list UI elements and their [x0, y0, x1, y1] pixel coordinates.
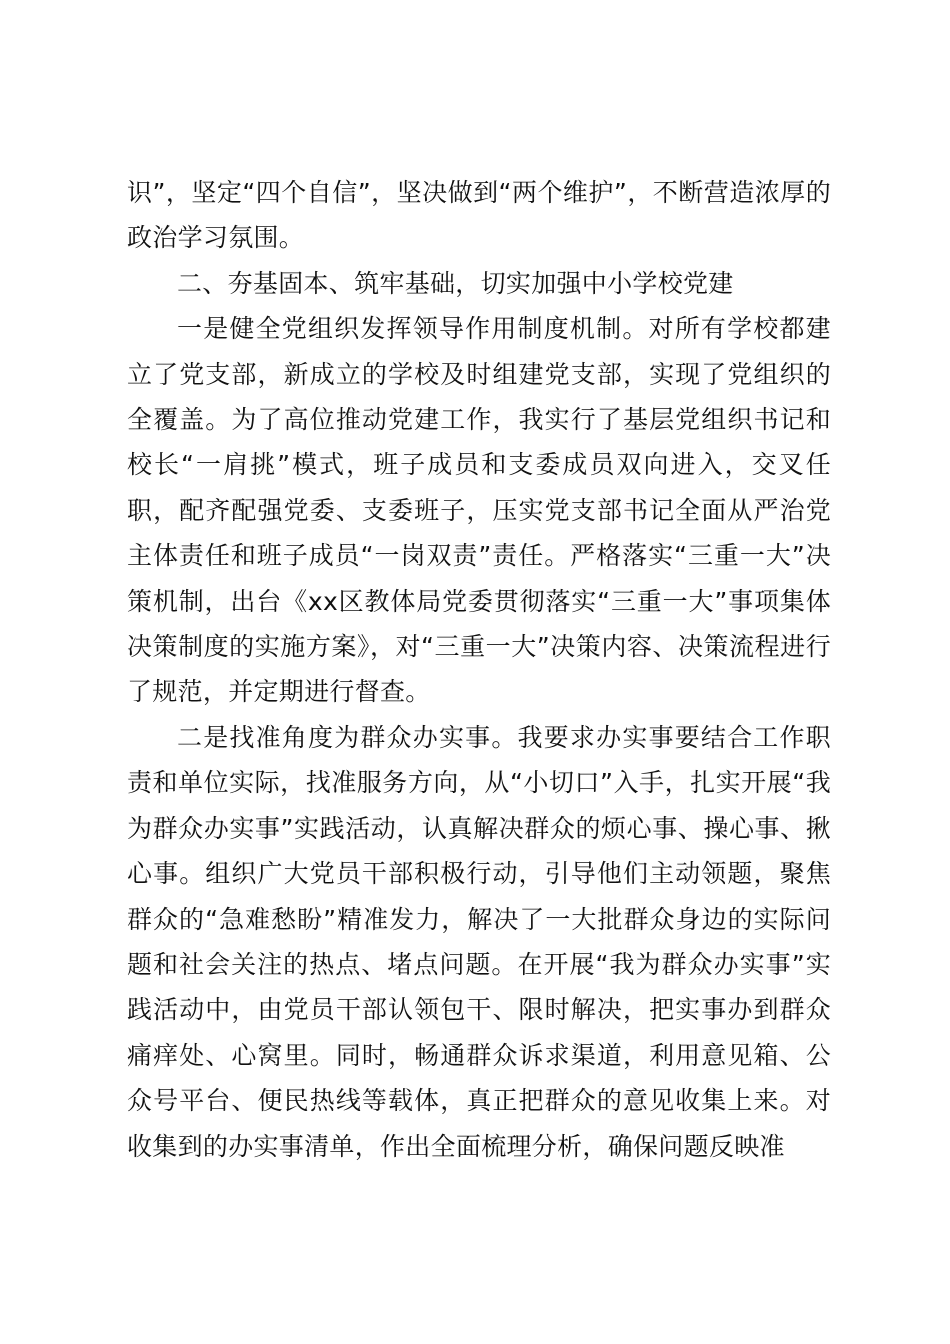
paragraph-serve-public: 二是找准角度为群众办实事。我要求办实事要结合工作职责和单位实际，找准服务方向，从“小切口”入手，扎实开展“我为群众办实事”实践活动，认真解决群众的烦心事、操心事、揪心事。组织广大党员干部积极行动，引导他们主动领题，聚焦群众的“急难愁盼”精准发力，解决了一大批群众身边的实际问题和社会关注的热点、堵点问题。在开展“我为群众办实事”实践活动中，由党员干部认领包干、限时解决，把实事办到群众痛痒处、心窝里。同时，畅通群众诉求渠道，利用意见箱、公众号平台、便民热线等载体，真正把群众的意见收集上来。对收集到的办实事清单，作出全面梳理分析，确保问题反映准 [127, 722, 831, 1161]
section-heading: 二、夯基固本、筑牢基础，切实加强中小学校党建 [177, 268, 734, 298]
paragraph-party-organization: 一是健全党组织发挥领导作用制度机制。对所有学校都建立了党支部，新成立的学校及时组建党支部，实现了党组织的全覆盖。为了高位推动党建工作，我实行了基层党组织书记和校长“一肩挑”模式，班子成员和支委成员双向进入，交叉任职，配齐配强党委、支委班子，压实党支部书记全面从严治党主体责任和班子成员“一岗双责”责任。严格落实“三重一大”决策机制，出台《xx区教体局党委贯彻落实“三重一大”事项集体决策制度的实施方案》，对“三重一大”决策内容、决策流程进行了规范，并定期进行督查。 [127, 314, 831, 707]
paragraph-continuation: 识”，坚定“四个自信”，坚决做到“两个维护”，不断营造浓厚的政治学习氛围。 [127, 178, 831, 253]
document-body [127, 170, 831, 1169]
